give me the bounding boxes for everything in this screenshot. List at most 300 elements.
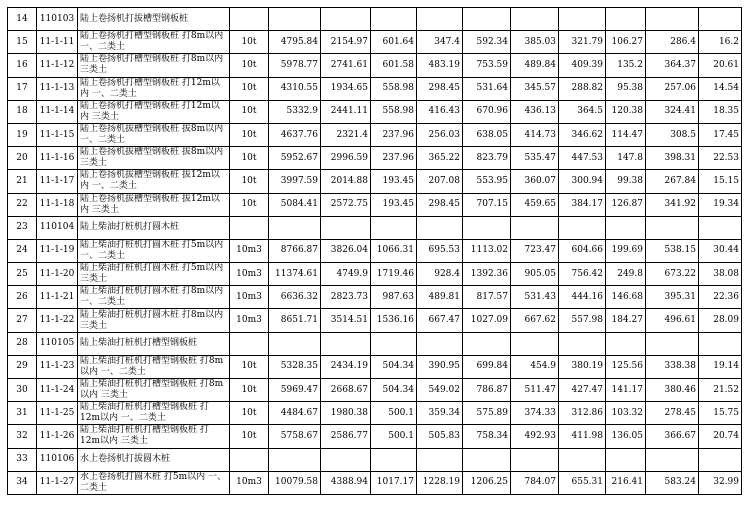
value-cell: 492.93 [511,425,559,448]
item-code-cell: 11-1-19 [37,239,78,262]
value-cell: 278.45 [646,402,699,425]
value-cell: 360.07 [511,170,559,193]
item-name-cell: 陆上柴油打桩机打槽型钢板桩 打12m以内 一、二类土 [78,402,230,425]
value-cell [269,332,321,355]
table-row [8,77,742,100]
unit-cell [230,332,269,355]
value-cell [606,8,646,31]
value-cell: 987.63 [371,286,417,309]
value-cell: 324.41 [646,100,699,123]
item-code-cell: 11-1-26 [37,425,78,448]
unit-cell: 10t [230,77,269,100]
value-cell: 193.45 [371,170,417,193]
value-cell: 380.19 [559,355,606,378]
item-name-cell: 陆上柴油打桩机打槽型钢板桩 打12m以内 三类土 [78,425,230,448]
value-cell [559,8,606,31]
value-cell [371,332,417,355]
value-cell: 2434.19 [321,355,371,378]
value-cell: 1392.36 [463,263,511,286]
value-cell [699,332,742,355]
value-cell: 5332.9 [269,100,321,123]
value-cell [371,216,417,239]
value-cell: 496.61 [646,309,699,332]
value-cell: 454.9 [511,355,559,378]
table-row [8,54,742,77]
value-cell [606,448,646,471]
value-cell: 267.84 [646,170,699,193]
value-cell: 237.96 [371,123,417,146]
table-row [8,286,742,309]
value-cell: 553.95 [463,170,511,193]
value-cell: 1536.16 [371,309,417,332]
value-cell: 8766.87 [269,239,321,262]
value-cell: 1719.46 [371,263,417,286]
value-cell: 237.96 [371,147,417,170]
value-cell: 667.47 [417,309,463,332]
value-cell: 300.94 [559,170,606,193]
row-number-cell: 31 [8,402,37,425]
value-cell: 4484.67 [269,402,321,425]
value-cell [417,448,463,471]
value-cell: 483.19 [417,54,463,77]
value-cell: 22.36 [699,286,742,309]
value-cell: 249.8 [606,263,646,286]
unit-cell: 10t [230,123,269,146]
row-number-cell: 22 [8,193,37,216]
table-row [8,31,742,54]
unit-cell: 10m3 [230,239,269,262]
value-cell: 346.62 [559,123,606,146]
value-cell: 103.32 [606,402,646,425]
item-name-cell: 水上卷扬机打圆木桩 打5m以内 一、二类土 [78,471,230,494]
value-cell [417,332,463,355]
row-number-cell: 33 [8,448,37,471]
value-cell [646,332,699,355]
value-cell [646,448,699,471]
value-cell: 3997.59 [269,170,321,193]
value-cell: 3514.51 [321,309,371,332]
value-cell: 723.47 [511,239,559,262]
row-number-cell: 32 [8,425,37,448]
value-cell [559,216,606,239]
row-number-cell: 15 [8,31,37,54]
value-cell: 436.13 [511,100,559,123]
table-row [8,170,742,193]
item-name-cell: 陆上柴油打桩机打圆木桩 打5m以内 一、二类土 [78,239,230,262]
item-name-cell: 陆上柴油打桩机打槽型钢板桩 打8m以内 三类土 [78,379,230,402]
value-cell: 312.86 [559,402,606,425]
value-cell: 380.46 [646,379,699,402]
value-cell: 6636.32 [269,286,321,309]
value-cell: 398.31 [646,147,699,170]
value-cell: 17.45 [699,123,742,146]
value-cell: 38.08 [699,263,742,286]
value-cell: 14.54 [699,77,742,100]
value-cell: 699.84 [463,355,511,378]
unit-cell [230,448,269,471]
value-cell: 531.43 [511,286,559,309]
value-cell: 106.27 [606,31,646,54]
value-cell: 575.89 [463,402,511,425]
value-cell: 558.98 [371,100,417,123]
value-cell: 2996.59 [321,147,371,170]
value-cell: 1934.65 [321,77,371,100]
value-cell: 756.42 [559,263,606,286]
row-number-cell: 23 [8,216,37,239]
value-cell: 905.05 [511,263,559,286]
unit-cell: 10t [230,402,269,425]
row-number-cell: 14 [8,8,37,31]
item-name-cell: 陆上柴油打桩机打槽型钢板桩 打8m以内 一、二类土 [78,355,230,378]
value-cell: 505.83 [417,425,463,448]
value-cell: 1206.25 [463,471,511,494]
item-code-cell: 11-1-25 [37,402,78,425]
item-name-cell: 陆上柴油打桩机打圆木桩 打8m以内 三类土 [78,309,230,332]
value-cell: 125.56 [606,355,646,378]
value-cell: 4637.76 [269,123,321,146]
item-code-cell: 110106 [37,448,78,471]
value-cell: 288.82 [559,77,606,100]
value-cell: 2572.75 [321,193,371,216]
value-cell [606,332,646,355]
value-cell: 673.22 [646,263,699,286]
item-code-cell: 11-1-21 [37,286,78,309]
value-cell: 592.34 [463,31,511,54]
row-number-cell: 17 [8,77,37,100]
value-cell [699,216,742,239]
value-cell: 364.5 [559,100,606,123]
item-code-cell: 11-1-16 [37,147,78,170]
value-cell: 414.73 [511,123,559,146]
item-code-cell: 11-1-14 [37,100,78,123]
value-cell: 784.07 [511,471,559,494]
value-cell [417,8,463,31]
value-cell: 667.62 [511,309,559,332]
row-number-cell: 21 [8,170,37,193]
value-cell: 22.53 [699,147,742,170]
value-cell: 385.03 [511,31,559,54]
value-cell: 32.99 [699,471,742,494]
value-cell: 18.35 [699,100,742,123]
value-cell: 364.37 [646,54,699,77]
unit-cell: 10m3 [230,286,269,309]
value-cell: 535.47 [511,147,559,170]
table-row [8,193,742,216]
value-cell: 5084.41 [269,193,321,216]
value-cell: 21.52 [699,379,742,402]
value-cell: 184.27 [606,309,646,332]
value-cell: 707.15 [463,193,511,216]
item-code-cell: 11-1-20 [37,263,78,286]
value-cell: 20.61 [699,54,742,77]
value-cell [699,448,742,471]
pricing-table [7,7,742,495]
value-cell: 444.16 [559,286,606,309]
value-cell: 257.06 [646,77,699,100]
value-cell: 30.44 [699,239,742,262]
value-cell: 11374.61 [269,263,321,286]
value-cell: 99.38 [606,170,646,193]
value-cell: 3826.04 [321,239,371,262]
value-cell [269,8,321,31]
value-cell: 1113.02 [463,239,511,262]
unit-cell: 10t [230,54,269,77]
value-cell [511,8,559,31]
value-cell [511,448,559,471]
value-cell: 298.45 [417,77,463,100]
value-cell [321,332,371,355]
value-cell: 557.98 [559,309,606,332]
value-cell [463,216,511,239]
item-code-cell: 11-1-13 [37,77,78,100]
value-cell: 120.38 [606,100,646,123]
table-row [8,263,742,286]
unit-cell: 10t [230,147,269,170]
item-name-cell: 陆上卷扬机拔槽型钢板桩 拔12m以内 一、二类土 [78,170,230,193]
value-cell: 504.34 [371,379,417,402]
value-cell: 695.53 [417,239,463,262]
item-code-cell: 11-1-12 [37,54,78,77]
value-cell [463,332,511,355]
value-cell: 409.39 [559,54,606,77]
value-cell [371,448,417,471]
table-row [8,239,742,262]
value-cell: 193.45 [371,193,417,216]
value-cell: 5978.77 [269,54,321,77]
value-cell: 345.57 [511,77,559,100]
value-cell: 19.34 [699,193,742,216]
value-cell [606,216,646,239]
value-cell: 427.47 [559,379,606,402]
group-header-row [8,448,742,471]
table-row [8,402,742,425]
value-cell: 2014.88 [321,170,371,193]
value-cell: 216.41 [606,471,646,494]
value-cell: 4310.55 [269,77,321,100]
item-name-cell: 陆上卷扬机打拔槽型钢板桩 [78,8,230,31]
value-cell: 2668.67 [321,379,371,402]
value-cell: 928.4 [417,263,463,286]
value-cell: 8651.71 [269,309,321,332]
value-cell: 549.02 [417,379,463,402]
table-row [8,123,742,146]
value-cell: 135.2 [606,54,646,77]
unit-cell: 10t [230,355,269,378]
item-name-cell: 陆上柴油打桩机打圆木桩 [78,216,230,239]
item-code-cell: 11-1-22 [37,309,78,332]
row-number-cell: 20 [8,147,37,170]
value-cell: 5328.35 [269,355,321,378]
value-cell [321,448,371,471]
value-cell: 298.45 [417,193,463,216]
value-cell: 823.79 [463,147,511,170]
unit-cell: 10t [230,193,269,216]
value-cell: 114.47 [606,123,646,146]
value-cell: 511.47 [511,379,559,402]
item-name-cell: 陆上卷扬机打槽型钢板桩 打12m以内 一、二类土 [78,77,230,100]
row-number-cell: 28 [8,332,37,355]
group-header-row [8,332,742,355]
value-cell: 2586.77 [321,425,371,448]
unit-cell: 10t [230,425,269,448]
row-number-cell: 29 [8,355,37,378]
item-name-cell: 陆上卷扬机拔槽型钢板桩 拔8m以内 三类土 [78,147,230,170]
value-cell: 321.79 [559,31,606,54]
value-cell: 655.31 [559,471,606,494]
row-number-cell: 16 [8,54,37,77]
unit-cell: 10t [230,31,269,54]
unit-cell: 10m3 [230,263,269,286]
item-name-cell: 陆上柴油打桩机打槽型钢板桩 [78,332,230,355]
value-cell: 359.34 [417,402,463,425]
value-cell: 459.65 [511,193,559,216]
value-cell [646,8,699,31]
value-cell: 16.2 [699,31,742,54]
value-cell: 395.31 [646,286,699,309]
item-code-cell: 110105 [37,332,78,355]
item-code-cell: 11-1-27 [37,471,78,494]
value-cell: 5952.67 [269,147,321,170]
value-cell: 2741.61 [321,54,371,77]
value-cell: 347.4 [417,31,463,54]
value-cell: 531.64 [463,77,511,100]
value-cell: 286.4 [646,31,699,54]
item-code-cell: 110103 [37,8,78,31]
unit-cell [230,216,269,239]
value-cell: 146.68 [606,286,646,309]
value-cell: 489.81 [417,286,463,309]
item-name-cell: 陆上卷扬机打槽型钢板桩 打8m以内 三类土 [78,54,230,77]
value-cell [371,8,417,31]
item-name-cell: 陆上柴油打桩机打圆木桩 打8m以内 一、二类土 [78,286,230,309]
table-row [8,355,742,378]
value-cell: 601.58 [371,54,417,77]
value-cell: 136.05 [606,425,646,448]
value-cell [646,216,699,239]
value-cell: 753.59 [463,54,511,77]
value-cell: 2321.4 [321,123,371,146]
value-cell: 489.84 [511,54,559,77]
unit-cell: 10m3 [230,471,269,494]
value-cell: 15.75 [699,402,742,425]
value-cell: 411.98 [559,425,606,448]
value-cell: 365.22 [417,147,463,170]
value-cell: 147.8 [606,147,646,170]
value-cell: 638.05 [463,123,511,146]
group-header-row [8,8,742,31]
unit-cell: 10t [230,100,269,123]
value-cell: 504.34 [371,355,417,378]
item-name-cell: 陆上柴油打桩机打圆木桩 打5m以内 三类土 [78,263,230,286]
value-cell: 538.15 [646,239,699,262]
item-name-cell: 陆上卷扬机打槽型钢板桩 打8m以内 一、二类土 [78,31,230,54]
unit-cell: 10m3 [230,309,269,332]
value-cell: 2441.11 [321,100,371,123]
value-cell: 256.03 [417,123,463,146]
value-cell: 341.92 [646,193,699,216]
value-cell: 338.38 [646,355,699,378]
row-number-cell: 18 [8,100,37,123]
row-number-cell: 27 [8,309,37,332]
value-cell: 15.15 [699,170,742,193]
value-cell: 141.17 [606,379,646,402]
value-cell: 416.43 [417,100,463,123]
item-code-cell: 11-1-24 [37,379,78,402]
value-cell [321,8,371,31]
value-cell [559,448,606,471]
item-code-cell: 11-1-18 [37,193,78,216]
item-code-cell: 11-1-11 [37,31,78,54]
value-cell: 817.57 [463,286,511,309]
value-cell: 384.17 [559,193,606,216]
table-row [8,147,742,170]
row-number-cell: 30 [8,379,37,402]
unit-cell: 10t [230,379,269,402]
value-cell: 5758.67 [269,425,321,448]
value-cell: 5969.47 [269,379,321,402]
value-cell: 447.53 [559,147,606,170]
row-number-cell: 19 [8,123,37,146]
value-cell [417,216,463,239]
unit-cell [230,8,269,31]
row-number-cell: 25 [8,263,37,286]
value-cell: 1066.31 [371,239,417,262]
value-cell: 19.14 [699,355,742,378]
value-cell: 95.38 [606,77,646,100]
value-cell: 207.08 [417,170,463,193]
value-cell: 28.09 [699,309,742,332]
value-cell [511,332,559,355]
value-cell: 1027.09 [463,309,511,332]
item-name-cell: 陆上卷扬机拔槽型钢板桩 拔12m以内 三类土 [78,193,230,216]
value-cell: 20.74 [699,425,742,448]
value-cell: 786.87 [463,379,511,402]
value-cell: 199.69 [606,239,646,262]
row-number-cell: 34 [8,471,37,494]
value-cell: 558.98 [371,77,417,100]
value-cell: 2823.73 [321,286,371,309]
value-cell: 500.1 [371,425,417,448]
item-code-cell: 11-1-23 [37,355,78,378]
unit-cell: 10t [230,170,269,193]
value-cell [269,448,321,471]
value-cell [559,332,606,355]
value-cell: 1017.17 [371,471,417,494]
table-row [8,309,742,332]
group-header-row [8,216,742,239]
value-cell: 308.5 [646,123,699,146]
item-name-cell: 陆上卷扬机打槽型钢板桩 打12m以内 三类土 [78,100,230,123]
value-cell: 1980.38 [321,402,371,425]
value-cell [511,216,559,239]
value-cell: 670.96 [463,100,511,123]
value-cell: 4795.84 [269,31,321,54]
value-cell [463,8,511,31]
item-name-cell: 水上卷扬机打拔圆木桩 [78,448,230,471]
value-cell: 500.1 [371,402,417,425]
item-name-cell: 陆上卷扬机拔槽型钢板桩 拔8m以内 一、二类土 [78,123,230,146]
value-cell [321,216,371,239]
value-cell: 758.34 [463,425,511,448]
value-cell: 583.24 [646,471,699,494]
table-row [8,471,742,494]
table-row [8,100,742,123]
table-row [8,379,742,402]
value-cell: 10079.58 [269,471,321,494]
value-cell: 2154.97 [321,31,371,54]
item-code-cell: 11-1-17 [37,170,78,193]
item-code-cell: 110104 [37,216,78,239]
